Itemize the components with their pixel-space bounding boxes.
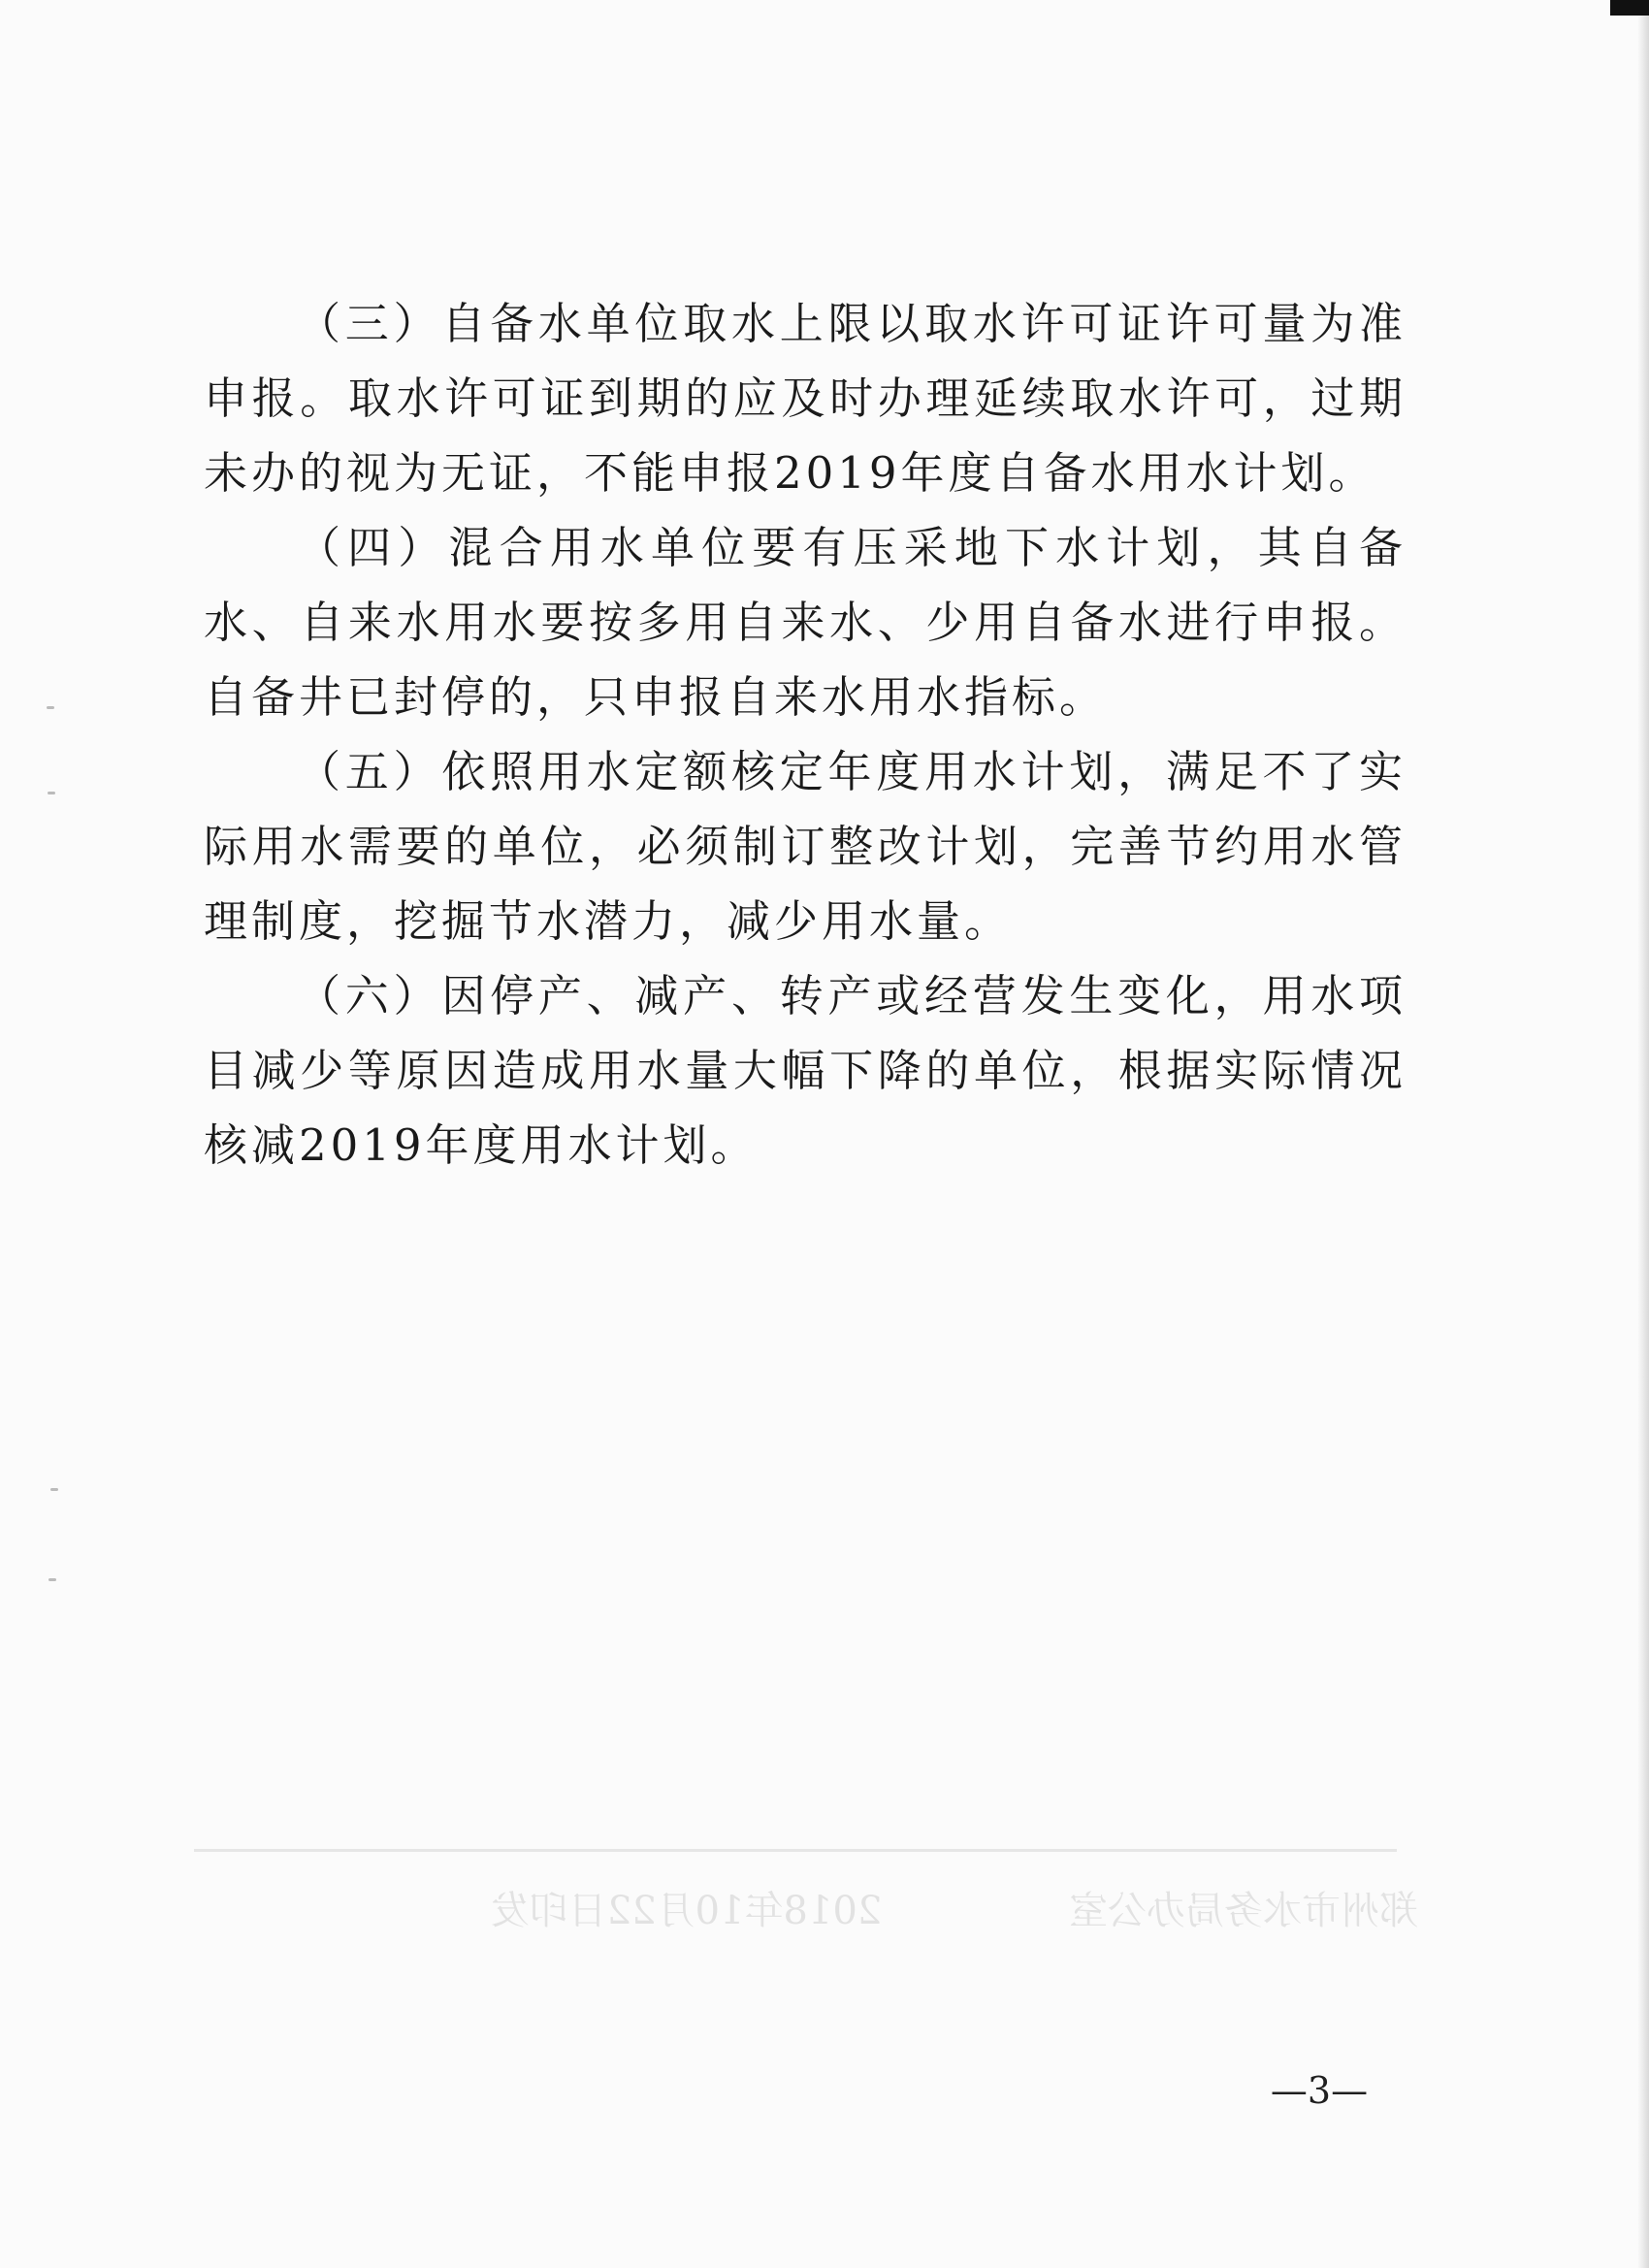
footer-rule <box>194 1849 1397 1852</box>
scan-speck <box>48 792 55 794</box>
page-number: —3— <box>1270 2069 1369 2112</box>
paragraph-5: （五）依照用水定额核定年度用水计划，满足不了实际用水需要的单位，必须制订整改计划，完善节约用水管理制度，挖掘节水潜力，减少用水量。 <box>204 746 1406 947</box>
paragraph-3: （三）自备水单位取水上限以取水许可证许可量为准申报。取水许可证到期的应及时办理延续取水许可，过期未办的视为无证，不能申报2019年度自备水用水计划。 <box>204 298 1406 499</box>
scan-speck <box>47 706 54 709</box>
scan-speck <box>50 1488 58 1491</box>
footer-date: 2018年10月22日印发 <box>490 1889 883 1933</box>
scan-shadow <box>1637 16 1649 2268</box>
footer-bleed-through <box>215 1884 1418 1938</box>
body-text <box>204 286 1406 1183</box>
paragraph-4: （四）混合用水单位要有压采地下水计划，其自备水、自来水用水要按多用自来水、少用自备水进行申报。自备井已封停的，只申报自来水用水指标。 <box>204 522 1406 723</box>
paragraph-6: （六）因停产、减产、转产或经营发生变化，用水项目减少等原因造成用水量大幅下降的单位，根据实际情况核减2019年度用水计划。 <box>204 970 1406 1171</box>
scan-edge-mark <box>1610 0 1649 16</box>
footer-issuer: 郑州市水务局办公室 <box>1069 1889 1418 1933</box>
scan-speck <box>48 1578 56 1581</box>
